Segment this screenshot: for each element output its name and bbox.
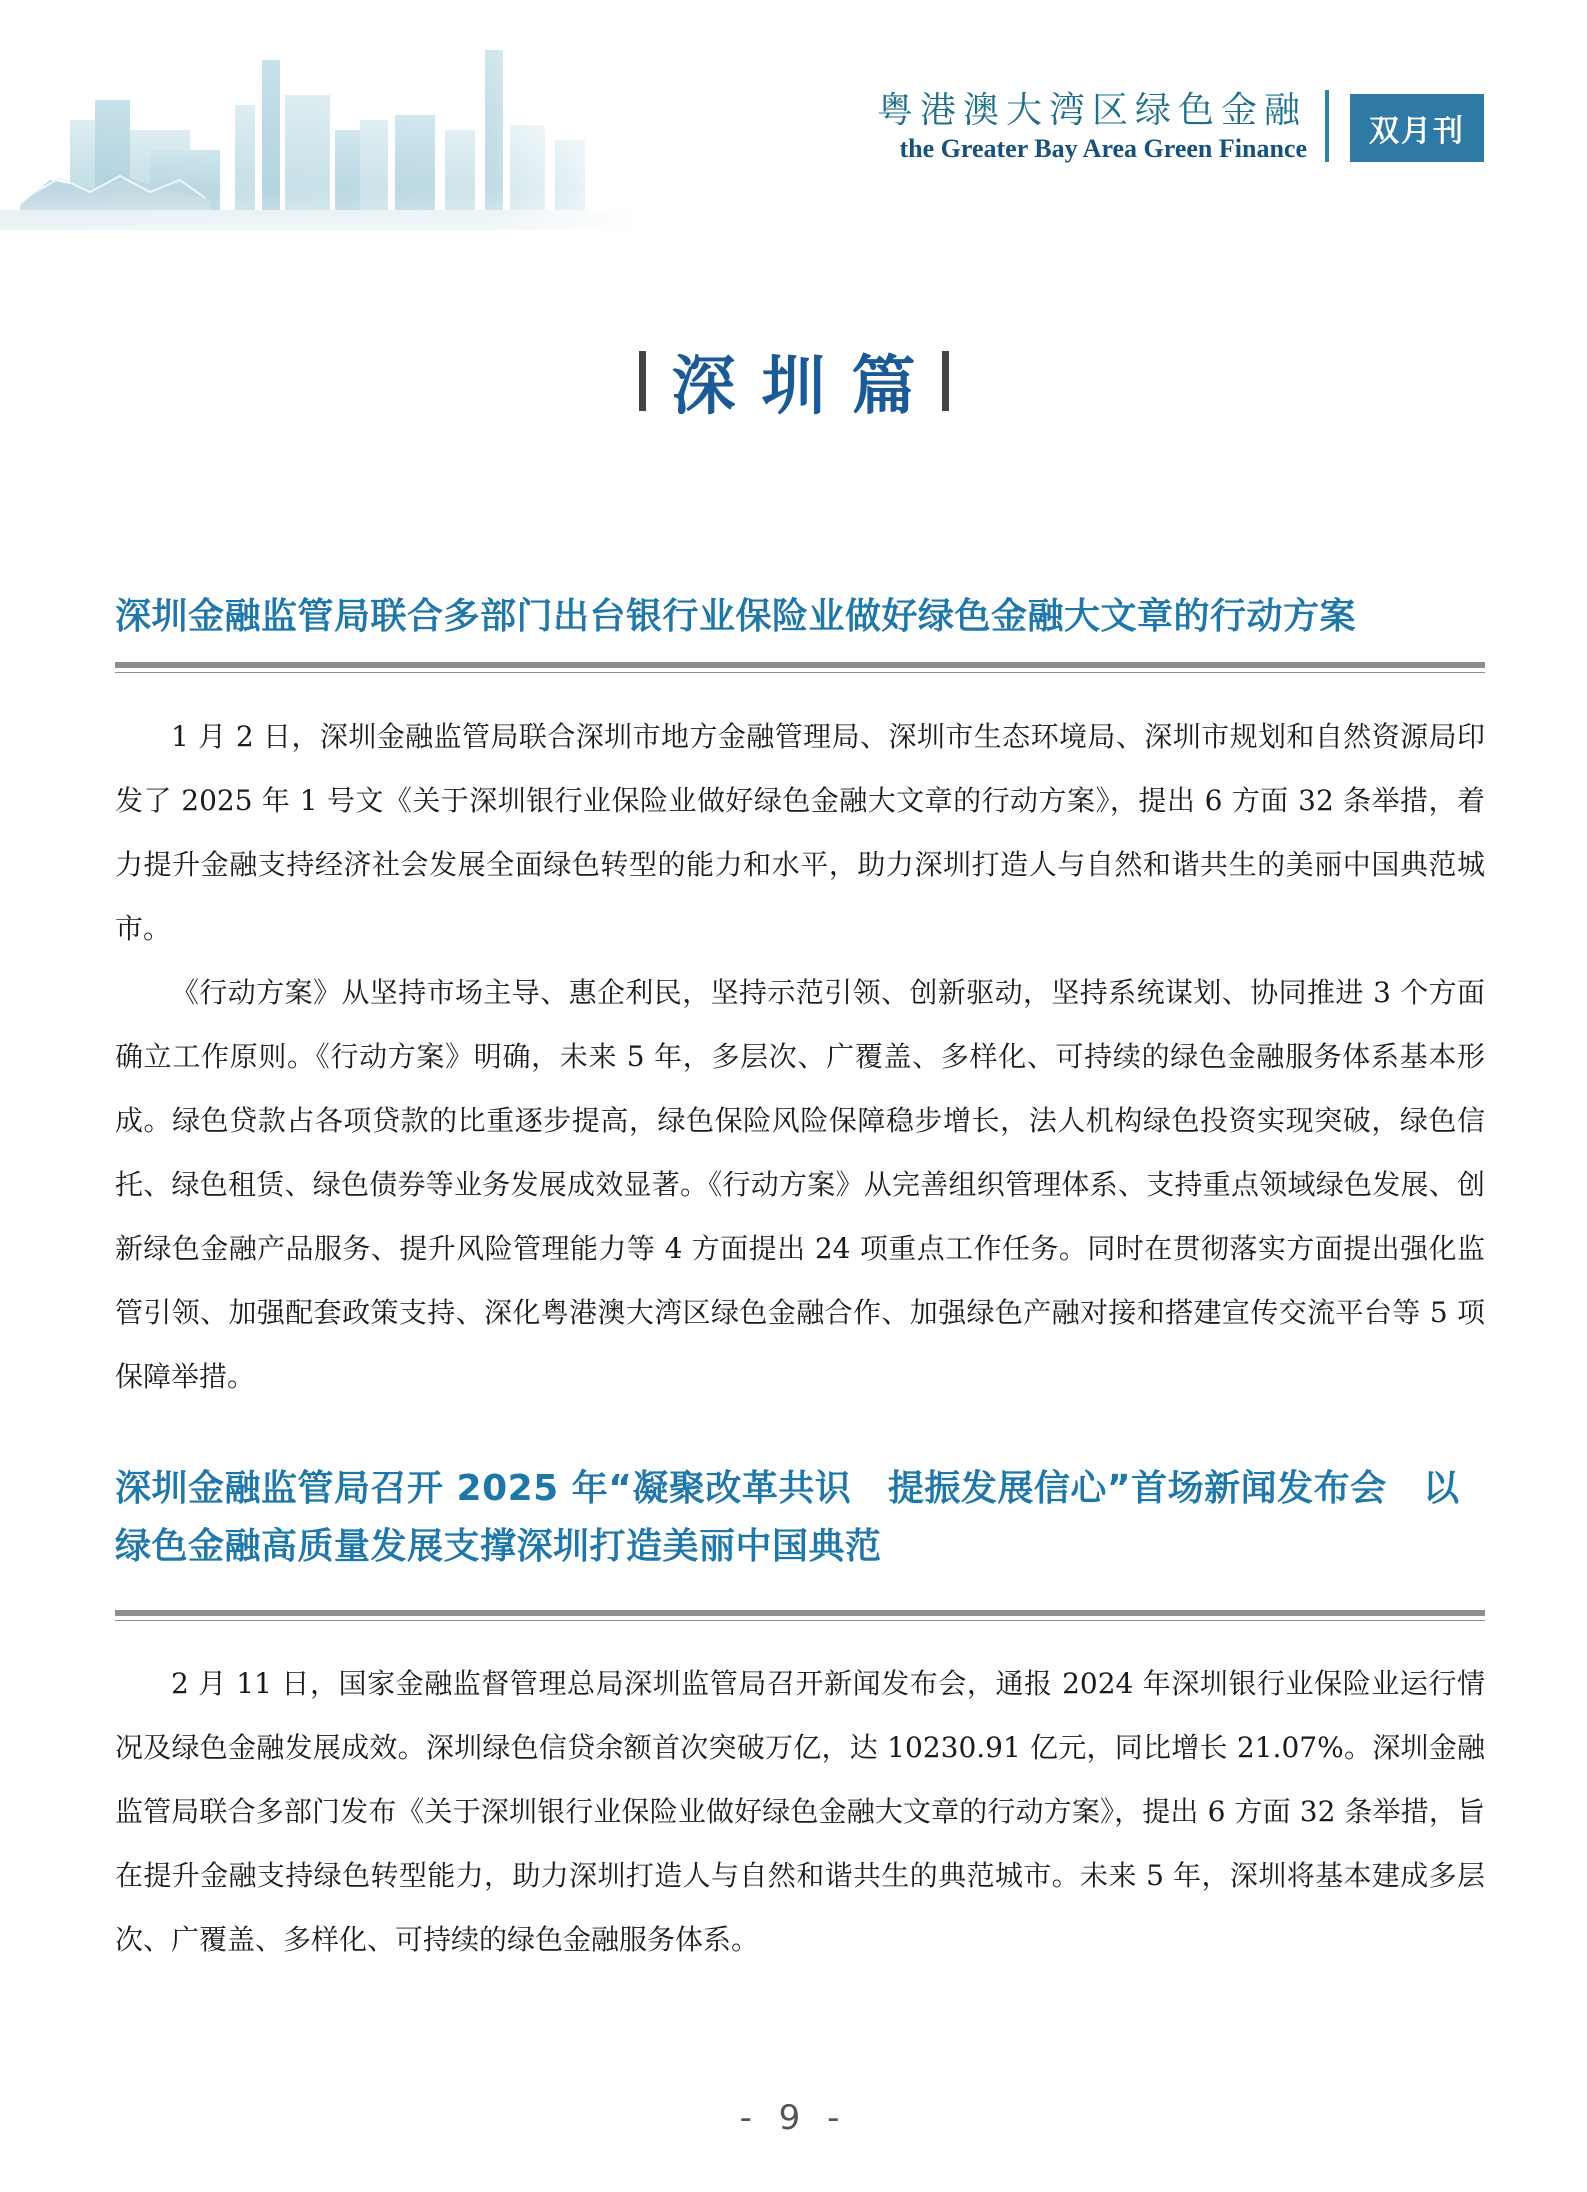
article-2-body xyxy=(115,1652,1485,1972)
page-number: - 9 - xyxy=(739,2098,848,2138)
article-1-paragraph-1: 1 月 2 日，深圳金融监管局联合深圳市地方金融管理局、深圳市生态环境局、深圳市规划和自然资源局印发了 2025 年 1 号文《关于深圳银行业保险业做好绿色金融大文章的行动方案》，提出 6 方面 32 条举措，着力提升金融支持经济社会发展全面绿色转型的能力和水平，助力深圳打造人与自然和谐共生的美丽中国典范城市。 xyxy=(115,720,1485,945)
article-2-divider xyxy=(115,1610,1485,1621)
article-1-divider xyxy=(115,662,1485,673)
article-2-paragraph-1: 2 月 11 日，国家金融监督管理总局深圳监管局召开新闻发布会，通报 2024 年深圳银行业保险业运行情况及绿色金融发展成效。深圳绿色信贷余额首次突破万亿，达 10230.91 亿元，同比增长 21.07%。深圳金融监管局联合多部门发布《关于深圳银行业保险业做好绿色金融大文章的行动方案》，提出 6 方面 32 条举措，旨在提升金融支持绿色转型能力，助力深圳打造人与自然和谐共生的典范城市。未来 5 年，深圳将基本建成多层次、广覆盖、多样化、可持续的绿色金融服务体系。 xyxy=(115,1667,1485,1956)
masthead-title-cn: 粤港澳大湾区绿色金融 xyxy=(876,90,1307,131)
masthead-divider xyxy=(1325,90,1329,162)
bimonthly-badge: 双月刊 xyxy=(1350,94,1484,162)
section-title-bar-left xyxy=(639,351,646,411)
article-2-heading: 深圳金融监管局召开 2025 年“凝聚改革共识 提振发展信心”首场新闻发布会 以绿色金融高质量发展支撑深圳打造美丽中国典范 xyxy=(115,1468,1460,1567)
skyline-illustration xyxy=(0,0,640,270)
article-1-body xyxy=(115,705,1485,1409)
section-title-text: 深圳篇 xyxy=(671,350,942,424)
article-1-paragraph-2: 《行动方案》从坚持市场主导、惠企利民，坚持示范引领、创新驱动，坚持系统谋划、协同推进 3 个方面确立工作原则。《行动方案》明确，未来 5 年，多层次、广覆盖、多样化、可持续的绿色金融服务体系基本形成。绿色贷款占各项贷款的比重逐步提高，绿色保险风险保障稳步增长，法人机构绿色投资实现突破，绿色信托、绿色租赁、绿色债券等业务发展成效显著。《行动方案》从完善组织管理体系、支持重点领域绿色发展、创新绿色金融产品服务、提升风险管理能力等 4 方面提出 24 项重点工作任务。同时在贯彻落实方面提出强化监管引领、加强配套政策支持、深化粤港澳大湾区绿色金融合作、加强绿色产融对接和搭建宣传交流平台等 5 项保障举措。 xyxy=(115,976,1485,1393)
masthead-title-en: the Greater Bay Area Green Finance xyxy=(899,134,1307,163)
section-title xyxy=(0,335,1587,427)
section-title-bar-right xyxy=(942,351,949,411)
article-1-heading: 深圳金融监管局联合多部门出台银行业保险业做好绿色金融大文章的行动方案 xyxy=(115,596,1357,637)
